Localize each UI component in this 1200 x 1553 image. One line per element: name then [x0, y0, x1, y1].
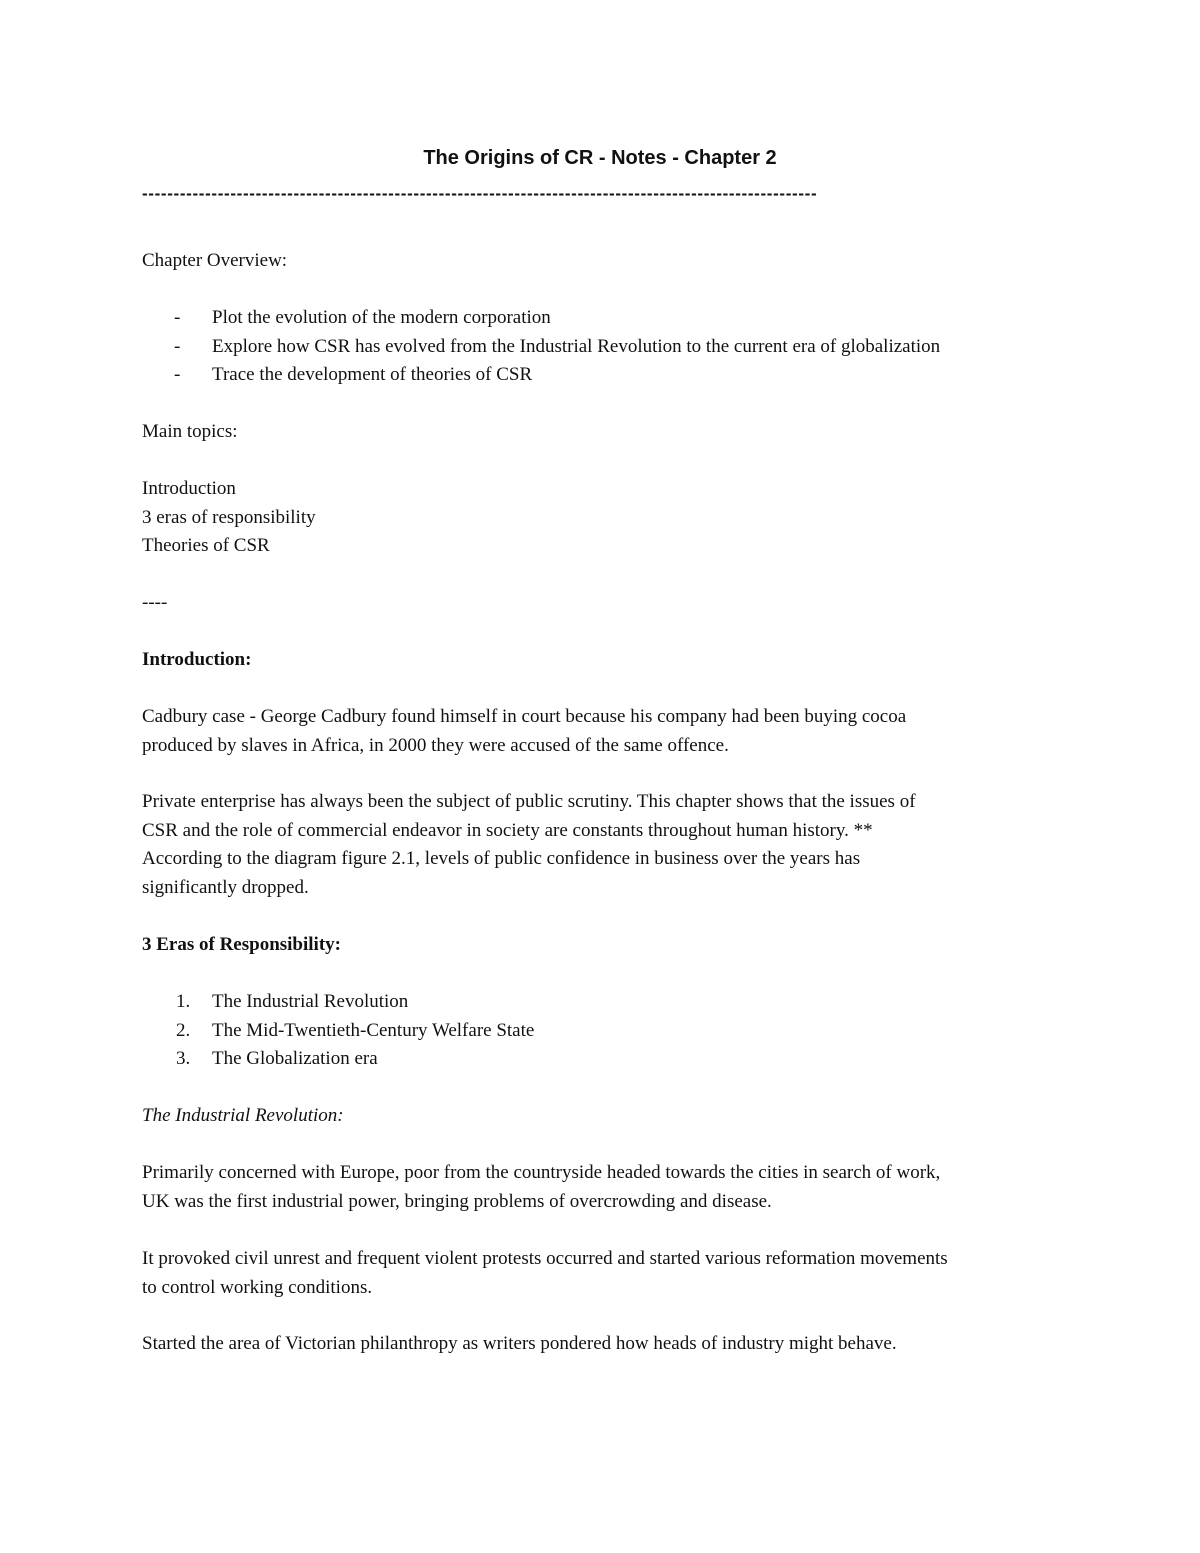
- main-topics-list: [142, 475, 1062, 561]
- industrial-revolution-paragraph-3: [142, 1330, 1102, 1359]
- list-item-text: The Globalization era: [212, 1048, 378, 1069]
- title-underline-rule: -----------------------------------------------------------------------------------------------------------: [142, 184, 818, 203]
- introduction-paragraph-2: [142, 788, 1062, 902]
- list-item: [142, 333, 1102, 362]
- list-item-text: The Mid-Twentieth-Century Welfare State: [212, 1019, 535, 1041]
- main-topic-item: Theories of CSR: [142, 535, 270, 556]
- list-item-text: Trace the development of theories of CSR: [212, 364, 533, 385]
- eras-list: [142, 988, 1102, 1074]
- list-item-text: The Industrial Revolution: [212, 991, 409, 1012]
- bullet-dash: -: [174, 335, 181, 357]
- list-number: 2.: [176, 1019, 191, 1041]
- text-line: Cadbury case - George Cadbury found himself in court because his company had been buying cocoa: [142, 706, 907, 727]
- text-line: significantly dropped.: [142, 876, 309, 898]
- industrial-revolution-paragraph-2: [142, 1245, 1102, 1302]
- list-item-text: Explore how CSR has evolved from the Industrial Revolution to the current era of globalization: [212, 335, 941, 357]
- overview-list: [142, 304, 1102, 390]
- main-topic-item: Introduction: [142, 478, 236, 499]
- list-item: [142, 361, 1102, 390]
- bullet-dash: -: [174, 364, 181, 385]
- introduction-heading: Introduction:: [142, 649, 252, 670]
- industrial-revolution-subheading: The Industrial Revolution:: [142, 1105, 344, 1126]
- eras-heading: 3 Eras of Responsibility:: [142, 934, 341, 955]
- list-item: [142, 988, 1102, 1017]
- text-line: produced by slaves in Africa, in 2000 they were accused of the same offence.: [142, 734, 729, 756]
- text-line: Started the area of Victorian philanthropy as writers pondered how heads of industry might behave.: [142, 1333, 897, 1354]
- industrial-revolution-paragraph-1: [142, 1159, 1102, 1216]
- overview-label: Chapter Overview:: [142, 250, 288, 271]
- main-topics-label: Main topics:: [142, 421, 238, 442]
- introduction-paragraph-1: [142, 703, 1062, 760]
- text-line: Primarily concerned with Europe, poor from the countryside headed towards the cities in search of work,: [142, 1162, 941, 1183]
- document-title: The Origins of CR - Notes - Chapter 2: [423, 147, 777, 169]
- list-item: [142, 304, 1102, 333]
- text-line: to control working conditions.: [142, 1276, 373, 1298]
- text-line: CSR and the role of commercial endeavor in society are constants throughout human history. **: [142, 819, 873, 841]
- list-item: [142, 1045, 1102, 1074]
- list-number: 1.: [176, 991, 191, 1012]
- list-item-text: Plot the evolution of the modern corporation: [212, 307, 551, 328]
- bullet-dash: -: [174, 307, 181, 328]
- text-line: According to the diagram figure 2.1, levels of public confidence in business over the years has: [142, 848, 861, 869]
- text-line: Private enterprise has always been the subject of public scrutiny. This chapter shows that the issues of: [142, 791, 916, 812]
- section-separator: ----: [142, 592, 168, 613]
- list-number: 3.: [176, 1048, 191, 1069]
- main-topic-item: 3 eras of responsibility: [142, 506, 316, 528]
- text-line: It provoked civil unrest and frequent violent protests occurred and started various reformation movements: [142, 1248, 948, 1269]
- list-item: [142, 1017, 1102, 1046]
- text-line: UK was the first industrial power, bringing problems of overcrowding and disease.: [142, 1190, 772, 1212]
